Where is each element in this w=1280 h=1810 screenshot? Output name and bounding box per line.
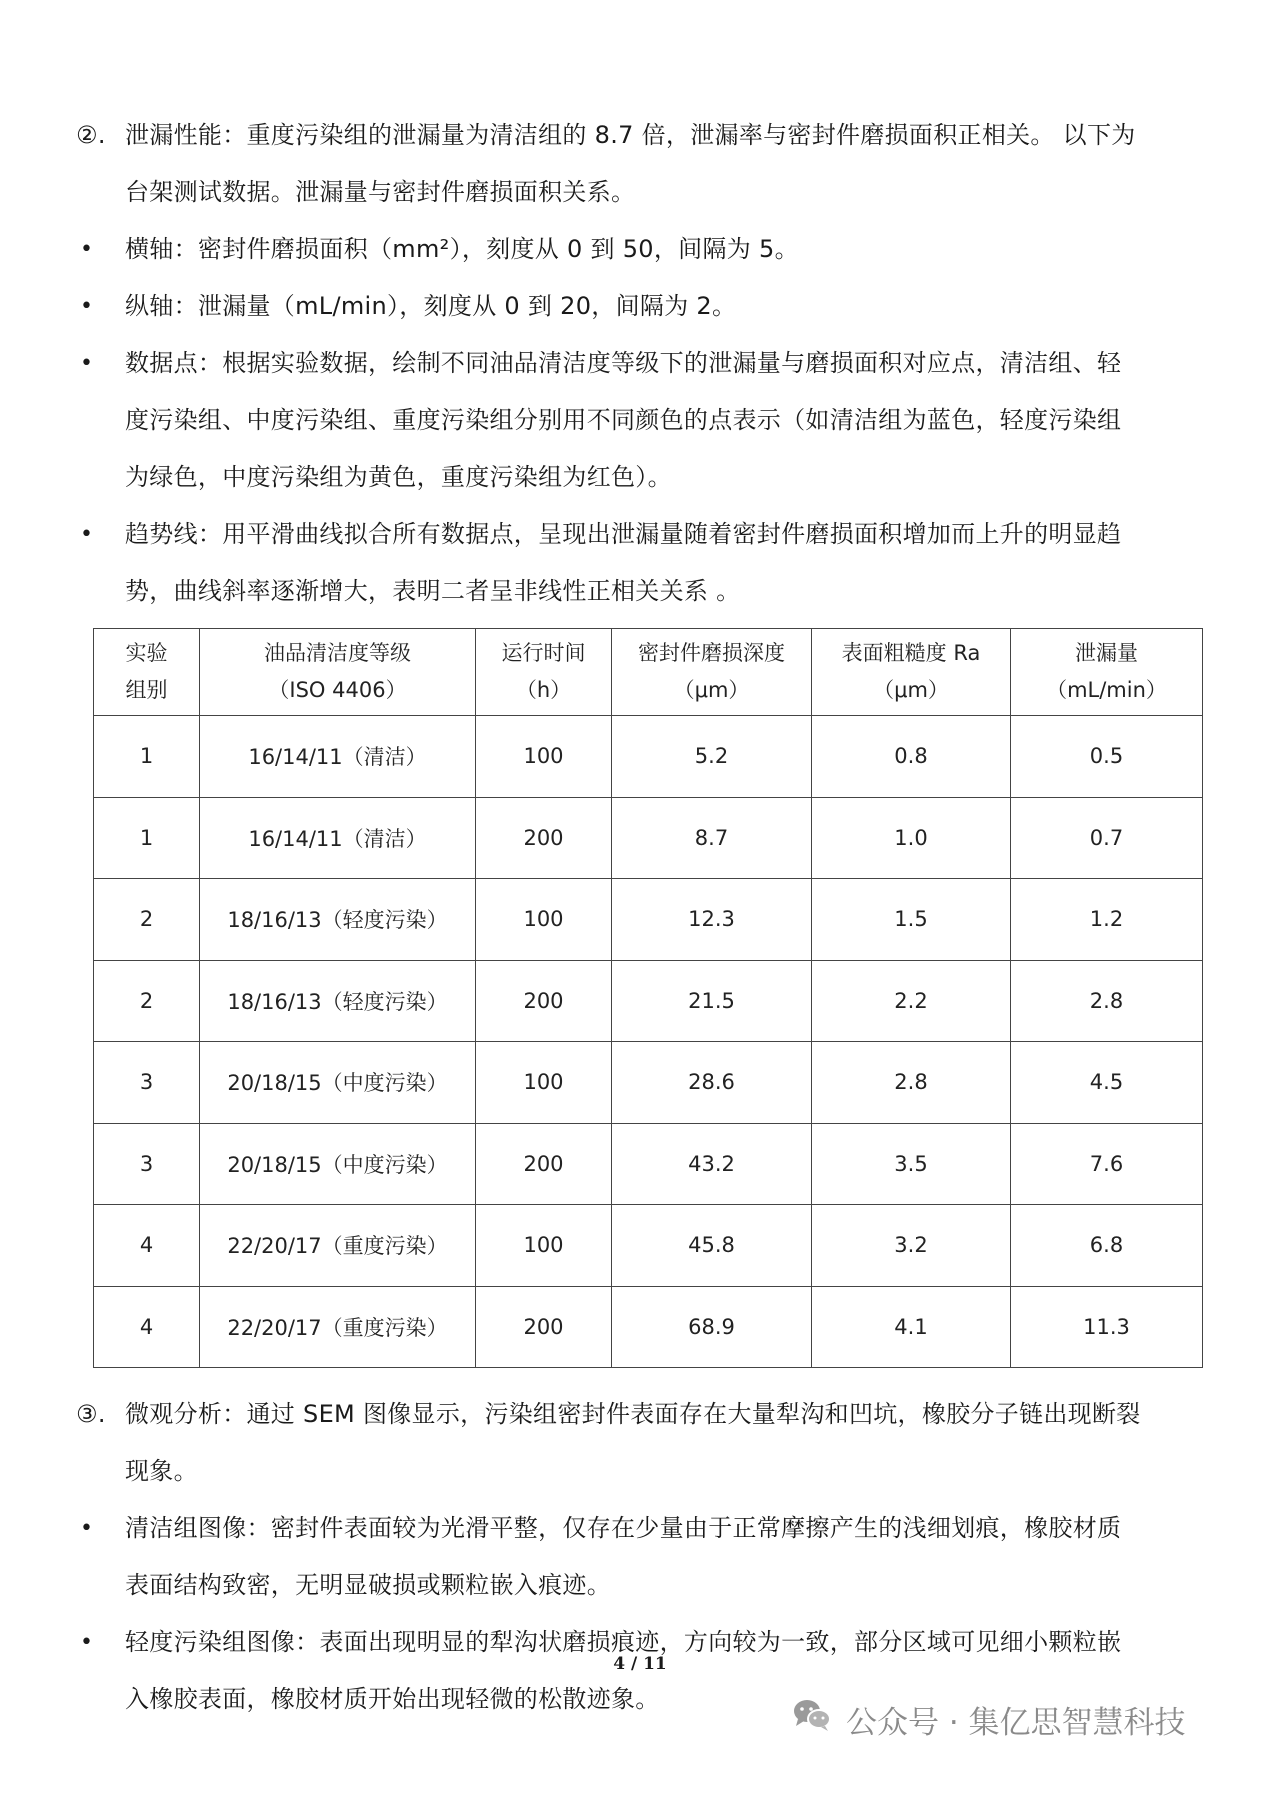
table-row: [94, 797, 1203, 879]
cell-group: 1: [94, 716, 200, 798]
cell-runtime: 100: [476, 1205, 612, 1287]
cell-wear-depth: 28.6: [612, 1042, 812, 1124]
table-row: [94, 1205, 1203, 1287]
cell-wear-depth: 12.3: [612, 879, 812, 961]
cell-group: 4: [94, 1205, 200, 1287]
bullet-text: 度污染组、中度污染组、重度污染组分别用不同颜色的点表示（如清洁组为蓝色，轻度污染组: [125, 406, 1122, 434]
cell-leakage: 2.8: [1011, 960, 1203, 1042]
bullet-text: 为绿色，中度污染组为黄色，重度污染组为红色）。: [125, 463, 672, 491]
bullet-text: 表面结构致密，无明显破损或颗粒嵌入痕迹。: [125, 1571, 611, 1599]
wechat-icon: [792, 1697, 832, 1741]
cell-roughness: 3.5: [812, 1123, 1011, 1205]
cell-runtime: 200: [476, 1123, 612, 1205]
cell-group: 3: [94, 1123, 200, 1205]
cell-wear-depth: 8.7: [612, 797, 812, 879]
cell-group: 2: [94, 960, 200, 1042]
cell-leakage: 1.2: [1011, 879, 1203, 961]
section-2-marker: ②.: [76, 121, 106, 149]
table-row: [94, 1042, 1203, 1124]
cell-cleanliness: 18/16/13（轻度污染）: [200, 960, 476, 1042]
bullet-text: 趋势线：用平滑曲线拟合所有数据点，呈现出泄漏量随着密封件磨损面积增加而上升的明显趋: [125, 520, 1122, 548]
section-2-line: 台架测试数据。泄漏量与密封件磨损面积关系。: [125, 178, 636, 206]
cell-roughness: 0.8: [812, 716, 1011, 798]
bullet-text: 清洁组图像：密封件表面较为光滑平整，仅存在少量由于正常摩擦产生的浅细划痕，橡胶材质: [125, 1514, 1122, 1542]
bullet-text: 轻度污染组图像：表面出现明显的犁沟状磨损痕迹，方向较为一致，部分区域可见细小颗粒嵌: [125, 1628, 1122, 1656]
cell-roughness: 3.2: [812, 1205, 1011, 1287]
cell-runtime: 200: [476, 1286, 612, 1368]
table-row: [94, 716, 1203, 798]
bullet-dot: •: [80, 1630, 94, 1655]
bullet-dot: •: [80, 237, 94, 262]
watermark-text: 公众号 · 集亿思智慧科技: [846, 1704, 1186, 1741]
cell-cleanliness: 16/14/11（清洁）: [200, 797, 476, 879]
cell-roughness: 2.2: [812, 960, 1011, 1042]
table-row: [94, 960, 1203, 1042]
cell-leakage: 0.7: [1011, 797, 1203, 879]
cell-leakage: 7.6: [1011, 1123, 1203, 1205]
cell-runtime: 100: [476, 879, 612, 961]
cell-cleanliness: 20/18/15（中度污染）: [200, 1123, 476, 1205]
bullet-text: 横轴：密封件磨损面积（mm²），刻度从 0 到 50，间隔为 5。: [125, 235, 799, 263]
cell-roughness: 4.1: [812, 1286, 1011, 1368]
cell-cleanliness: 16/14/11（清洁）: [200, 716, 476, 798]
section-3-line: 现象。: [125, 1457, 198, 1485]
test-data-table: [93, 628, 1203, 1368]
header-roughness: 表面粗糙度 Ra （μm）: [812, 629, 1011, 716]
cell-leakage: 6.8: [1011, 1205, 1203, 1287]
cell-group: 3: [94, 1042, 200, 1124]
table-row: [94, 879, 1203, 961]
bullet-text: 入橡胶表面，橡胶材质开始出现轻微的松散迹象。: [125, 1685, 660, 1713]
table-row: [94, 1286, 1203, 1368]
header-leakage: 泄漏量 （mL/min）: [1011, 629, 1203, 716]
cell-runtime: 100: [476, 1042, 612, 1124]
cell-leakage: 4.5: [1011, 1042, 1203, 1124]
cell-leakage: 0.5: [1011, 716, 1203, 798]
cell-group: 2: [94, 879, 200, 961]
header-runtime: 运行时间 （h）: [476, 629, 612, 716]
bullet-text: 数据点：根据实验数据，绘制不同油品清洁度等级下的泄漏量与磨损面积对应点，清洁组、轻: [125, 349, 1122, 377]
bullet-dot: •: [80, 294, 94, 319]
cell-group: 4: [94, 1286, 200, 1368]
cell-roughness: 2.8: [812, 1042, 1011, 1124]
cell-runtime: 200: [476, 960, 612, 1042]
header-wear-depth: 密封件磨损深度 （μm）: [612, 629, 812, 716]
header-group: 实验 组别: [94, 629, 200, 716]
cell-wear-depth: 68.9: [612, 1286, 812, 1368]
cell-leakage: 11.3: [1011, 1286, 1203, 1368]
cell-cleanliness: 22/20/17（重度污染）: [200, 1286, 476, 1368]
table-row: [94, 1123, 1203, 1205]
cell-cleanliness: 20/18/15（中度污染）: [200, 1042, 476, 1124]
section-2-line: 泄漏性能：重度污染组的泄漏量为清洁组的 8.7 倍，泄漏率与密封件磨损面积正相关。 以下为: [125, 121, 1136, 149]
section-3-marker: ③.: [76, 1400, 106, 1428]
bullet-dot: •: [80, 351, 94, 376]
cell-wear-depth: 43.2: [612, 1123, 812, 1205]
watermark: [792, 1694, 1186, 1744]
cell-runtime: 100: [476, 716, 612, 798]
section-3-line: 微观分析：通过 SEM 图像显示，污染组密封件表面存在大量犁沟和凹坑，橡胶分子链出现断裂: [125, 1400, 1141, 1428]
cell-roughness: 1.5: [812, 879, 1011, 961]
cell-cleanliness: 22/20/17（重度污染）: [200, 1205, 476, 1287]
cell-wear-depth: 5.2: [612, 716, 812, 798]
bullet-text: 纵轴：泄漏量（mL/min），刻度从 0 到 20，间隔为 2。: [125, 292, 737, 320]
cell-group: 1: [94, 797, 200, 879]
bullet-text: 势，曲线斜率逐渐增大，表明二者呈非线性正相关关系 。: [125, 577, 741, 605]
page-number: 4 / 11: [613, 1654, 667, 1674]
cell-cleanliness: 18/16/13（轻度污染）: [200, 879, 476, 961]
table-header-row: [94, 629, 1203, 716]
header-cleanliness: 油品清洁度等级 （ISO 4406）: [200, 629, 476, 716]
bullet-dot: •: [80, 522, 94, 547]
cell-roughness: 1.0: [812, 797, 1011, 879]
cell-runtime: 200: [476, 797, 612, 879]
cell-wear-depth: 21.5: [612, 960, 812, 1042]
cell-wear-depth: 45.8: [612, 1205, 812, 1287]
bullet-dot: •: [80, 1516, 94, 1541]
